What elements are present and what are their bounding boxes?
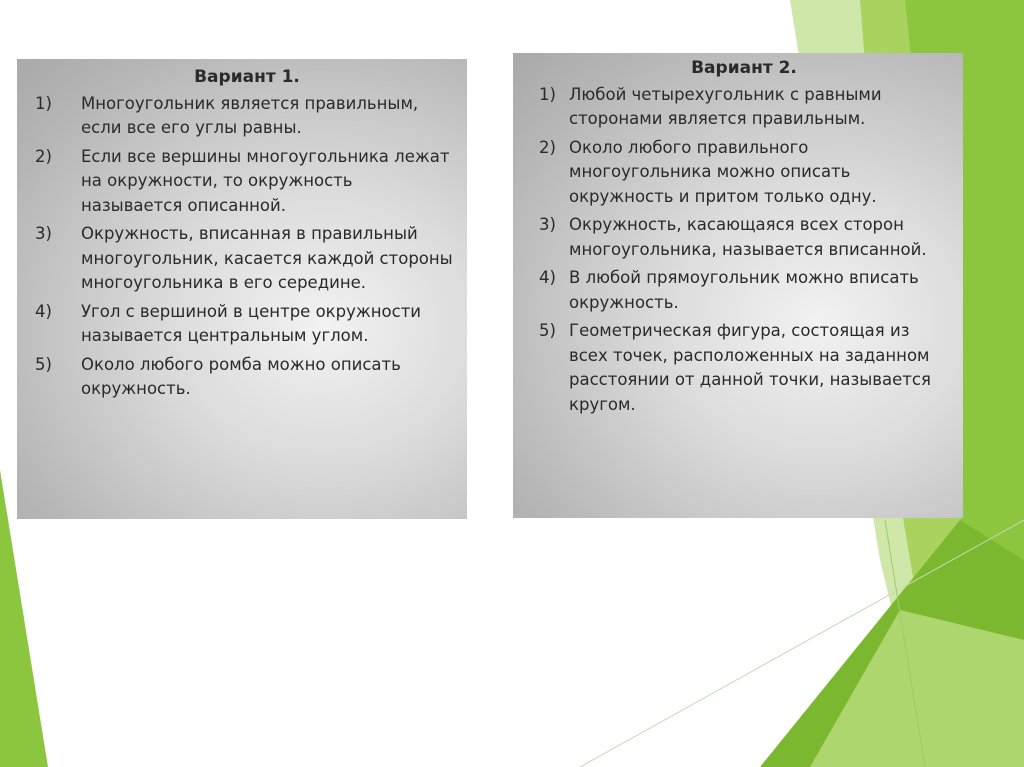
item-text: В любой прямоугольник можно вписать окружность.	[569, 268, 919, 312]
item-number: 4)	[539, 268, 556, 287]
list-item	[35, 92, 453, 141]
item-number: 2)	[35, 146, 52, 166]
item-number: 1)	[539, 84, 556, 104]
item-text: Если все вершины многоугольника лежат на окружности, то окружность называется описанной.	[81, 146, 450, 215]
item-number: 5)	[539, 321, 556, 340]
item-text: Геометрическая фигура, состоящая из всех точек, расположенных на заданном расстоянии от данной точки, называется кругом.	[569, 321, 931, 414]
list-item	[35, 145, 453, 219]
item-number: 5)	[35, 354, 52, 374]
list-item	[35, 353, 453, 402]
item-text: Любой четырехугольник с равными сторонами является правильным.	[569, 84, 882, 128]
item-text: Окружность, вписанная в правильный многоугольник, касается каждой стороны многоугольника в его середине.	[81, 224, 453, 292]
variant-1-card	[17, 59, 467, 519]
item-text: Окружность, касающаяся всех сторон многоугольника, называется вписанной.	[569, 215, 927, 259]
item-text: Около любого ромба можно описать окружность.	[81, 354, 401, 398]
item-text: Около любого правильного многоугольника можно описать окружность и притом только одну.	[569, 137, 877, 206]
item-number: 3)	[539, 215, 556, 234]
list-item	[539, 136, 949, 210]
list-item	[539, 83, 949, 132]
variant-1-title: Вариант 1.	[194, 67, 300, 87]
list-item	[35, 300, 453, 349]
item-number: 4)	[35, 301, 52, 321]
item-number: 3)	[35, 224, 52, 243]
item-text: Угол с вершиной в центре окружности называется центральным углом.	[81, 301, 422, 345]
item-number: 1)	[35, 93, 52, 113]
list-item	[539, 213, 949, 262]
variant-2-title: Вариант 2.	[691, 58, 797, 78]
item-number: 2)	[539, 137, 556, 157]
item-text: Многоугольник является правильным, если все его углы равны.	[81, 93, 419, 137]
list-item	[539, 266, 949, 315]
list-item	[35, 222, 453, 296]
list-item	[539, 319, 949, 417]
variant-2-card	[513, 53, 963, 518]
